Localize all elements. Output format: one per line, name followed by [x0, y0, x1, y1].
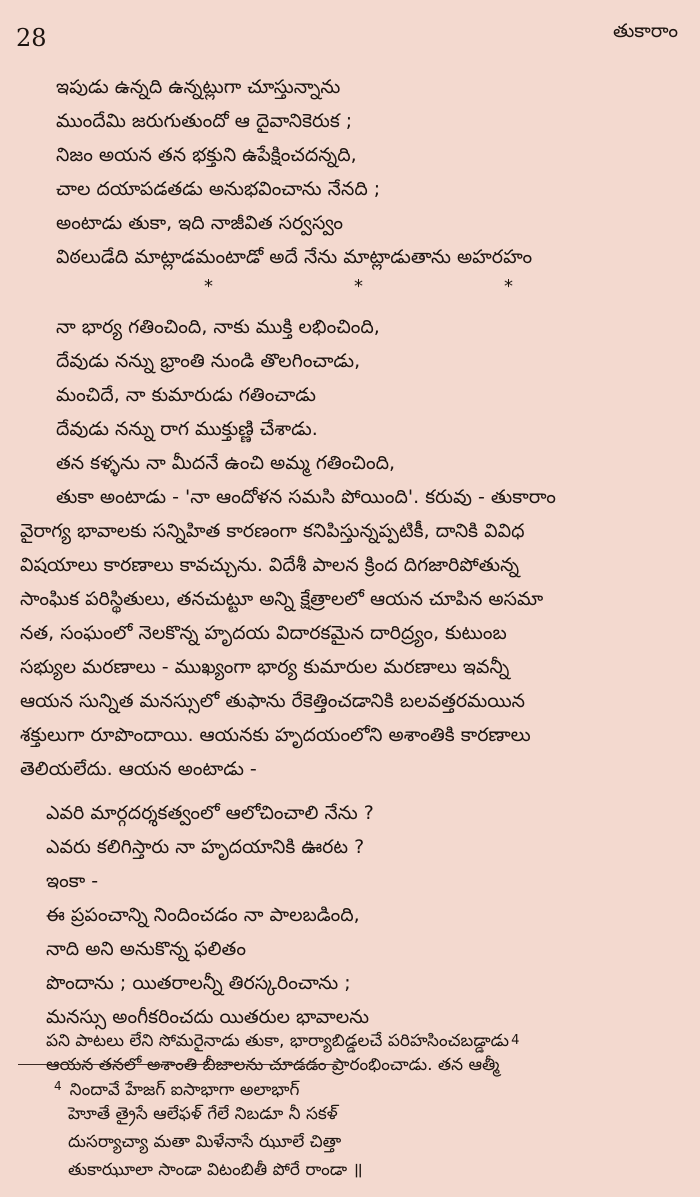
verse-line: మంచిదే, నా కుమారుడు గతించాడు [56, 384, 316, 406]
verse-line: తన కళ్ళను నా మీదనే ఉంచి అమ్మ గతించింది, [56, 452, 396, 474]
verse-line: నా భార్య గతించింది, నాకు ముక్తి లభించింది, [56, 316, 380, 338]
prose-line: శక్తులుగా రూపొందాయి. ఆయనకు హృదయంలోని అశాంతికి కారణాలు [20, 724, 531, 746]
verse-line: అంటాడు తుకా, ఇది నాజీవిత సర్వస్వం [56, 212, 344, 234]
verse-text: పని పాటలు లేని సోమరైనాడు తుకా, భార్యాబిడ్డలచే పరిహసించబడ్డాడు [46, 1031, 510, 1051]
verse-line: ఇపుడు ఉన్నది ఉన్నట్లుగా చూస్తున్నాను [56, 76, 341, 98]
verse-line: పొందాను ; యితరాలన్నీ తిరస్కరించాను ; [46, 972, 351, 994]
verse-line: ఈ ప్రపంచాన్ని నిందించడం నా పాలబడింది, [46, 904, 360, 926]
divider-star: * [354, 276, 363, 297]
verse-line: ముందేమి జరుగుతుందో ఆ దైవానికెరుక ; [56, 110, 353, 132]
verse-line: ఇంకా - [46, 870, 99, 892]
footnote-line: తుకాఝూలా సాండా విటంబితీ పోరే రాండా ॥ [68, 1160, 363, 1180]
footnote-text: నిందావే హేజగ్ ఐసాభాగా అలాభాగ్ [69, 1080, 300, 1100]
divider-star: * [504, 276, 513, 297]
prose-line: తెలియలేదు. ఆయన అంటాడు - [20, 758, 257, 780]
prose-line: ఆయన సున్నిత మనస్సులో తుఫాను రేకెత్తించడానికి బలవత్తరమయిన [20, 690, 526, 712]
prose-line: విషయాలు కారణాలు కావచ్చును. విదేశీ పాలన క్రింద దిగజారిపోతున్న [20, 554, 520, 576]
footnote-number: 4 [54, 1079, 62, 1093]
divider-star: * [204, 276, 213, 297]
prose-line: తుకా అంటాడు - 'నా ఆందోళన సమసి పోయింది'. కరువు - తుకారాం [56, 486, 556, 508]
verse-line: మనస్సు అంగీకరించదు యితరుల భావాలను [46, 1006, 370, 1028]
page-number: 28 [16, 24, 47, 52]
prose-line: సభ్యుల మరణాలు - ముఖ్యంగా భార్య కుమారుల మరణాలు ఇవన్నీ [20, 656, 510, 678]
verse-line: దేవుడు నన్ను రాగ ముక్తుణ్ణి చేశాడు. [56, 418, 318, 440]
verse-line: చాల దయాపడతడు అనుభవించాను నేనది ; [56, 178, 381, 200]
footnote-line: హెూతే త్రైసే ఆలేఫళ్ గేలే నిబడూ నీ సకళ్ [68, 1104, 338, 1124]
verse-line: దేవుడు నన్ను భ్రాంతి నుండి తొలగించాడు, [56, 350, 361, 372]
verse-line: ఆయన తనలో అశాంతి బీజాలను చూడడం ప్రారంభించాడు. తన ఆత్మీ [46, 1055, 500, 1075]
prose-line: నత, సంఘంలో నెలకొన్న హృదయ విదారకమైన దారిద్ర్యం, కుటుంబ [20, 622, 507, 644]
verse-line: నాది అని అనుకొన్న ఫలితం [46, 938, 246, 960]
footnote-line: దుసర్యాచ్యా మతా మిళేనాసే ఝూలే చిత్తా [68, 1132, 342, 1152]
verse-line: విఠలుడేది మాట్లాడమంటాడో అదే నేను మాట్లాడుతాను అహరహం [56, 246, 533, 268]
verse-line: ఎవరి మార్గదర్శకత్వంలో ఆలోచించాలి నేను ? [46, 802, 374, 824]
prose-line: సాంఘిక పరిస్థితులు, తనచుట్టూ అన్ని క్షేత్రాలలో ఆయన చూపిన అసమా [20, 588, 544, 610]
footnote-marker: 4 [511, 1033, 520, 1048]
section-divider [0, 276, 700, 300]
verse-line: నిజం అయన తన భక్తుని ఉపేక్షించదన్నది, [56, 144, 357, 166]
verse-line: ఎవరు కలిగిస్తారు నా హృదయానికి ఊరట ? [46, 836, 365, 858]
running-head: తుకారాం [612, 20, 678, 42]
footnote-rule [18, 1064, 338, 1065]
prose-line: వైరాగ్య భావాలకు సన్నిహిత కారణంగా కనిపిస్తున్నప్పటికీ, దానికి వివిధ [20, 520, 525, 542]
